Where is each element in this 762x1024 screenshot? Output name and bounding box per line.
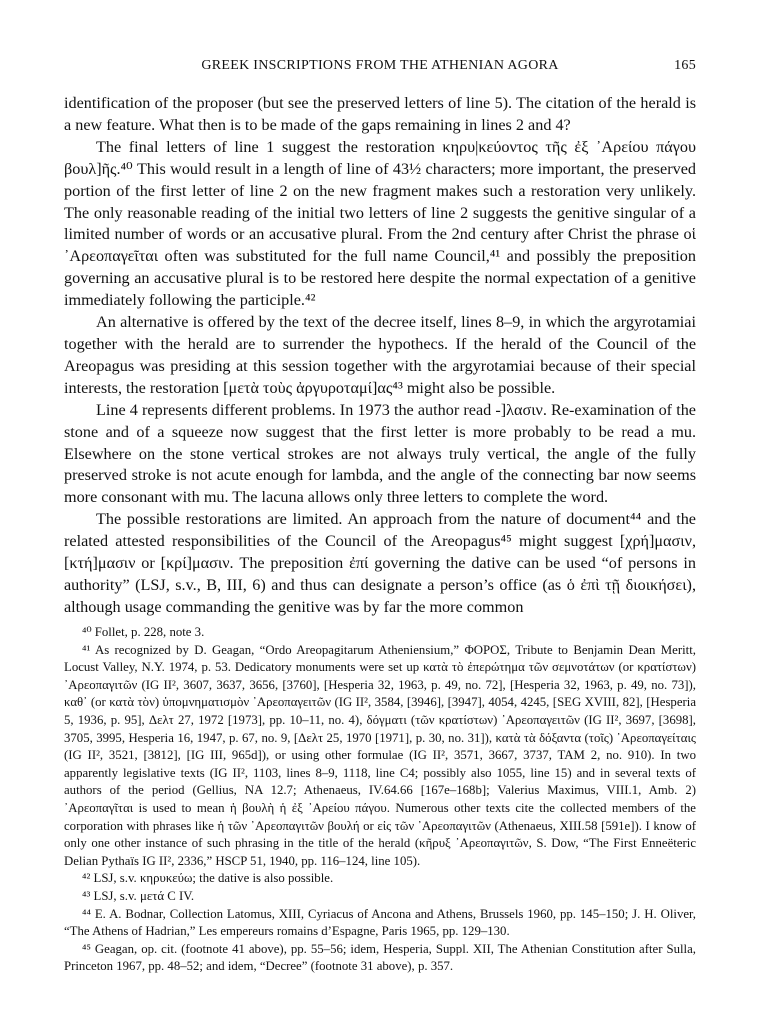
running-title: GREEK INSCRIPTIONS FROM THE ATHENIAN AGORA bbox=[201, 58, 559, 73]
body-text bbox=[64, 93, 696, 619]
page-number: 165 bbox=[674, 58, 696, 73]
paragraph-3: An alternative is offered by the text of the decree itself, lines 8–9, in which the argyrotamiai together with the herald are to surrender the hypothecs. If the herald of the Council of the Areopagus was presiding at this session together with the argyrotamiai because of their special interests, the restoration [μετὰ τοὺς ἀργυροταμί]ας⁴³ might also be possible. bbox=[64, 313, 696, 397]
footnote-45: ⁴⁵ Geagan, op. cit. (footnote 41 above), pp. 55–56; idem, Hesperia, Suppl. XII, The Athenian Constitution after Sulla, Princeton 1967, pp. 48–52; and idem, “Decree” (footnote 31 above), p. 357. bbox=[64, 941, 696, 974]
paragraph-1: identification of the proposer (but see the preserved letters of line 5). The citation of the herald is a new feature. What then is to be made of the gaps remaining in lines 2 and 4? bbox=[64, 94, 696, 134]
footnote-42: ⁴² LSJ, s.v. κηρυκεύω; the dative is also possible. bbox=[82, 871, 334, 886]
footnotes bbox=[64, 624, 696, 976]
footnote-40: ⁴⁰ Follet, p. 228, note 3. bbox=[82, 625, 205, 639]
footnote-43: ⁴³ LSJ, s.v. μετά C IV. bbox=[82, 888, 195, 903]
footnote-44: ⁴⁴ E. A. Bodnar, Collection Latomus, XIII, Cyriacus of Ancona and Athens, Brussels 1960, pp. 145–150; J. H. Oliver, “The Athens of Hadrian,” Les empereurs romains d’Espagne, Paris 1965, pp. 129–130. bbox=[64, 906, 696, 939]
footnote-41: ⁴¹ As recognized by D. Geagan, “Ordo Areopagitarum Atheniensium,” ΦΟΡΟΣ, Tribute to Benjamin Dean Meritt, Locust Valley, N.Y. 1974, p. 53. Dedicatory monuments were set up κατὰ τὸ ἐπερώτημα τῶν σεμνοτάτων (or κρατίστων) ᾿Αρεοπαγιτῶν (IG II², 3607, 3637, 3656, [3760], [Hesperia 32, 1963, p. 49, no. 72], [Hesperia 32, 1963, p. 49, no. 73]), καθ᾿ (or κατὰ τὸν) ὑπομνηματισμὸν ᾿Αρεοπαγειτῶν (IG II², 3584, [3946], [3947], 4054, 4245, [SEG XVIII, 82], [Hesperia 5, 1936, p. 95], Δελτ 27, 1972 [1973], pp. 10–11, no. 4), δόγματι (τῶν κρατίστων) ᾿Αρεοπαγειτῶν (IG II², 3697, [3698], 3705, 3995, Hesperia 16, 1947, p. 67, no. 9, [Δελτ 25, 1970 [1971], p. 30, no. 31]), κατὰ τὰ δόξαντα (τοῖς) ᾿Αρεοπαγείταις (IG II², 3521, [3812], [IG III, 965d]), or using other formulae (IG II², 3571, 3667, 3737, TAM 2, no. 910). In two apparently legislative texts (IG II², 1103, lines 8–9, 1118, line C4; possibly also 1055, line 15) and in several texts of authors of the period (Gellius, NA 12.7; Athenaeus, IV.64.66 [167e–168b]; Valerius Maximus, VIII.1, Amb. 2) ᾿Αρεοπαγῖται is used to mean ἡ βουλὴ ἡ ἐξ ᾿Αρείου πάγου. Numerous other texts cite the collected members of the corporation with phrases like ἡ τῶν ᾿Αρεοπαγιτῶν βουλή or εἰς τῶν ᾿Αρεοπαγιτῶν (Athenaeus, XIII.58 [591e]). I know of only one other instance of such phrasing in the title of the herald (κῆρυξ ᾿Αρεοπαγιτῶν, S. Dow, “The First Enneëteric Delian Pythaïs IG II², 2336,” HSCP 51, 1940, pp. 116–124, line 105). bbox=[64, 642, 696, 868]
paragraph-4: Line 4 represents different problems. In 1973 the author read -]λασιν. Re-examination of the stone and of a squeeze now suggest that the first letter is more probably to be read a mu. Elsewhere on the stone vertical strokes are not always truly vertical, the angle of the fully preserved stroke is not acute enough for lambda, and the angle of the connecting bar now seems more consonant with mu. The lacuna allows only three letters to complete the word. bbox=[64, 400, 696, 507]
paragraph-5: The possible restorations are limited. An approach from the nature of document⁴⁴ and the related attested responsibilities of the Council of the Areopagus⁴⁵ might suggest [χρή]μασιν, [κτή]μασιν or [κρί]μασιν. The preposition ἐπί governing the dative can be used “of persons in authority” (LSJ, s.v., B, III, 6) and thus can designate a person’s office (as ὁ ἐπὶ τῇ διοικήσει), although usage commanding the genitive was by far the more common bbox=[64, 510, 696, 616]
paragraph-2: The final letters of line 1 suggest the restoration κηρυ|κεύοντος τῆς ἐξ ᾿Αρείου πάγου βουλ]ῆς.⁴⁰ This would result in a length of line of 43½ characters; more important, the preserved portion of the first letter of line 2 on the new fragment makes such a restoration very unlikely. The only reasonable reading of the initial two letters of line 2 suggests the genitive singular of a limited number of words or an accusative plural. From the 2nd century after Christ the phrase οἱ ᾿Αρεοπαγεῖται often was substituted for the full name Council,⁴¹ and possibly the preposition governing an accusative plural is to be restored here despite the normal expectation of a genitive immediately following the participle.⁴² bbox=[64, 137, 696, 310]
running-header bbox=[64, 58, 696, 80]
